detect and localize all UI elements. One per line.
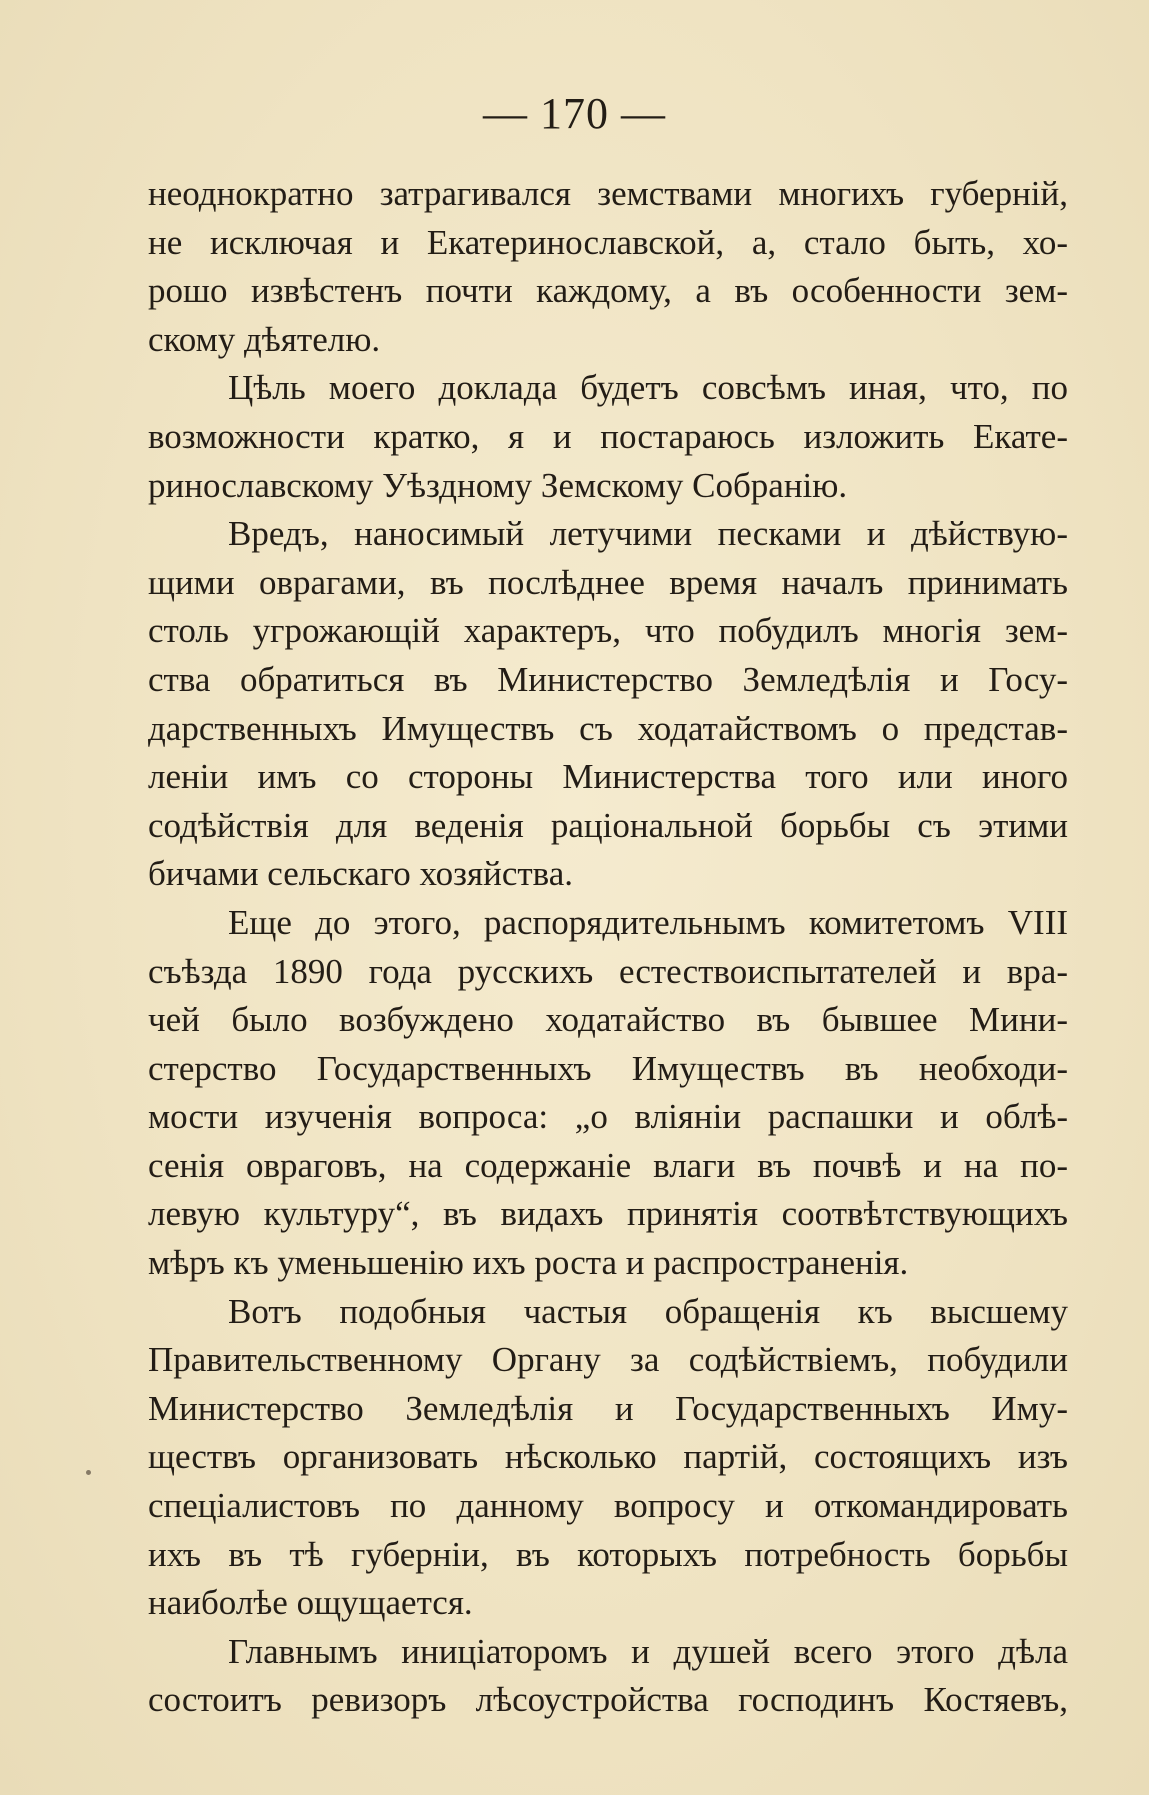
text-line: ихъ въ тѣ губерніи, въ которыхъ потребность борьбы bbox=[148, 1534, 1068, 1574]
text-line: содѣйствія для веденія раціональной борьбы съ этими bbox=[148, 805, 1068, 845]
text-line: Министерство Земледѣлія и Государственныхъ Иму- bbox=[148, 1388, 1068, 1428]
text-line: сенія овраговъ, на содержаніе влаги въ почвѣ и на по- bbox=[148, 1145, 1068, 1185]
text-line: щими оврагами, въ послѣднее время началъ принимать bbox=[148, 562, 1068, 602]
text-line: Вотъ подобныя частыя обращенія къ высшему bbox=[228, 1291, 1068, 1331]
text-line: ринославскому Уѣздному Земскому Собранію. bbox=[148, 465, 848, 505]
text-line: рошо извѣстенъ почти каждому, а въ особенности зем- bbox=[148, 271, 1068, 311]
paragraph bbox=[148, 510, 1068, 899]
text-line: не исключая и Екатеринославской, а, стало быть, хо- bbox=[148, 222, 1068, 262]
paragraph bbox=[148, 364, 1068, 510]
text-line: Вредъ, наносимый летучими песками и дѣйствую- bbox=[228, 514, 1068, 554]
text-line: мѣръ къ уменьшенію ихъ роста и распространенія. bbox=[148, 1243, 909, 1283]
text-line: возможности кратко, я и постараюсь изложить Екате- bbox=[148, 416, 1068, 456]
text-line: левую культуру“, въ видахъ принятія соотвѣтствующихъ bbox=[148, 1194, 1068, 1234]
text-line: Еще до этого, распорядительнымъ комитетомъ VIII bbox=[228, 902, 1068, 942]
text-line: неоднократно затрагивался земствами многихъ губерній, bbox=[148, 174, 1068, 213]
text-line: стерство Государственныхъ Имуществъ въ необходи- bbox=[148, 1048, 1068, 1088]
paragraph bbox=[148, 170, 1068, 364]
text-line: дарственныхъ Имуществъ съ ходатайствомъ о представ- bbox=[148, 708, 1068, 748]
text-line: столь угрожающій характеръ, что побудилъ многія зем- bbox=[148, 611, 1068, 651]
text-line: бичами сельскаго хозяйства. bbox=[148, 854, 574, 894]
text-line: леніи имъ со стороны Министерства того или иного bbox=[148, 757, 1068, 797]
text-line: Цѣль моего доклада будетъ совсѣмъ иная, что, по bbox=[228, 368, 1068, 408]
text-line: наиболѣе ощущается. bbox=[148, 1583, 473, 1623]
text-line: ществъ организовать нѣсколько партій, состоящихъ изъ bbox=[148, 1437, 1068, 1477]
page-number: — 170 — bbox=[483, 89, 666, 138]
body-text bbox=[148, 170, 1068, 1725]
text-line: Правительственному Органу за содѣйствіемъ, побудили bbox=[148, 1340, 1068, 1380]
text-line: ства обратиться въ Министерство Земледѣлія и Госу- bbox=[148, 659, 1068, 699]
text-line: состоитъ ревизоръ лѣсоустройства господинъ Костяевъ, bbox=[148, 1680, 1068, 1720]
margin-ink-spot bbox=[86, 1470, 91, 1475]
text-line: скому дѣятелю. bbox=[148, 319, 381, 359]
text-line: Главнымъ иниціаторомъ и душей всего этого дѣла bbox=[228, 1631, 1068, 1671]
paragraph bbox=[148, 1288, 1068, 1628]
text-line: спеціалистовъ по данному вопросу и откомандировать bbox=[148, 1486, 1068, 1526]
text-line: съѣзда 1890 года русскихъ естествоиспытателей и вра- bbox=[148, 951, 1068, 991]
text-line: чей было возбуждено ходатайство въ бывшее Мини- bbox=[148, 1000, 1068, 1040]
text-line: мости изученія вопроса: „о вліяніи распашки и облѣ- bbox=[148, 1097, 1068, 1137]
paragraph bbox=[148, 1628, 1068, 1725]
paragraph bbox=[148, 899, 1068, 1288]
